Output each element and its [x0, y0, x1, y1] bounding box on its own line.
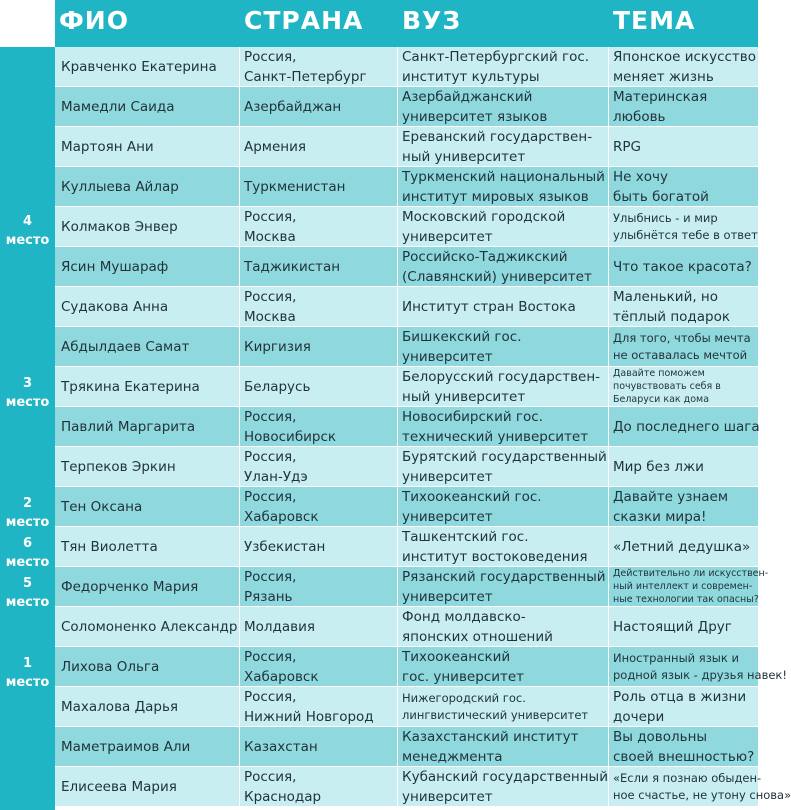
- column-divider: [239, 607, 240, 646]
- cell-name-text: Тен Оксана: [61, 498, 143, 515]
- header-university: ВУЗ: [402, 6, 462, 35]
- cell-topic-line: своей внешностью?: [613, 748, 755, 765]
- cell-country-line: Рязань: [244, 588, 293, 605]
- column-divider: [239, 207, 240, 246]
- place-number: 4: [22, 214, 33, 229]
- table-row: [55, 727, 758, 767]
- cell-name-text: Судакова Анна: [61, 298, 169, 315]
- table-row: [55, 287, 758, 327]
- cell-topic: [613, 47, 757, 86]
- table-row: [55, 447, 758, 487]
- cell-university: [402, 47, 607, 86]
- cell-topic-line: любовь: [613, 108, 666, 125]
- cell-country: [244, 287, 396, 326]
- cell-country-line: Азербайджан: [244, 98, 342, 115]
- cell-topic-line: улыбнётся тебе в ответ: [613, 227, 758, 242]
- cell-name: [61, 487, 239, 526]
- cell-topic-line: Маленький, но: [613, 288, 719, 305]
- cell-topic: [613, 87, 757, 126]
- cell-country: [244, 327, 396, 366]
- cell-country: [244, 487, 396, 526]
- column-divider: [397, 687, 398, 726]
- cell-university-line: университет языков: [402, 108, 548, 125]
- cell-country-line: Казахстан: [244, 738, 318, 755]
- cell-topic-line: RPG: [613, 138, 641, 155]
- column-divider: [239, 327, 240, 366]
- column-divider: [397, 487, 398, 526]
- cell-topic-line: Действительно ли искусствен-: [613, 568, 769, 579]
- cell-university: [402, 647, 607, 686]
- cell-university-line: институт востоковедения: [402, 548, 588, 565]
- cell-name: [61, 207, 239, 246]
- column-divider: [239, 287, 240, 326]
- cell-name: [61, 167, 239, 206]
- cell-topic: [613, 247, 757, 286]
- cell-topic-line: «Летний дедушка»: [613, 538, 751, 555]
- place-word: место: [5, 555, 50, 570]
- cell-name-text: Абдылдаев Самат: [61, 338, 190, 355]
- column-divider: [608, 87, 609, 126]
- cell-university-line: Белорусский государствен-: [402, 368, 601, 385]
- cell-name: [61, 567, 239, 606]
- cell-topic-line: не оставалась мечтой: [613, 347, 748, 362]
- cell-university-line: гос. университет: [402, 668, 525, 685]
- cell-country-line: Россия,: [244, 648, 297, 665]
- table-row: [55, 207, 758, 247]
- cell-name: [61, 87, 239, 126]
- cell-country-line: Россия,: [244, 688, 297, 705]
- cell-topic: [613, 167, 757, 206]
- cell-university: [402, 127, 607, 166]
- cell-university-line: Нижегородский гос.: [402, 690, 526, 705]
- cell-university-line: Казахстанский институт: [402, 728, 579, 745]
- cell-topic-line: почувствовать себя в: [613, 381, 721, 392]
- cell-university: [402, 167, 607, 206]
- table-row: [55, 767, 791, 807]
- cell-university-line: университет: [402, 348, 493, 365]
- column-divider: [239, 127, 240, 166]
- header-name: ФИО: [59, 6, 129, 35]
- column-divider: [239, 167, 240, 206]
- cell-country-line: Москва: [244, 308, 296, 325]
- cell-topic: [613, 367, 757, 406]
- cell-country: [244, 647, 396, 686]
- cell-country-line: Хабаровск: [244, 508, 319, 525]
- cell-name: [61, 527, 239, 566]
- cell-country-line: Армения: [244, 138, 307, 155]
- column-divider: [397, 607, 398, 646]
- cell-topic-line: сказки мира!: [613, 508, 707, 525]
- cell-name: [61, 607, 239, 646]
- cell-name: [61, 127, 239, 166]
- header-country: СТРАНА: [244, 6, 364, 35]
- cell-country-line: Нижний Новгород: [244, 708, 374, 725]
- cell-name-text: Кравченко Екатерина: [61, 58, 217, 75]
- cell-university: [402, 487, 607, 526]
- cell-name: [61, 447, 239, 486]
- cell-name: [61, 247, 239, 286]
- cell-topic-line: Мир без лжи: [613, 458, 704, 475]
- cell-topic-line: ные технологии так опасны?: [613, 594, 759, 605]
- table-row: [55, 687, 758, 727]
- place-word: место: [5, 395, 50, 410]
- cell-country-line: Таджикистан: [244, 258, 341, 275]
- cell-topic-line: Давайте узнаем: [613, 488, 729, 505]
- place-label-4: [0, 212, 55, 250]
- table-row: [55, 487, 758, 527]
- cell-country: [244, 687, 396, 726]
- cell-university-line: университет: [402, 588, 493, 605]
- cell-university: [402, 447, 607, 486]
- cell-university-line: Бишкекский гос.: [402, 328, 522, 345]
- cell-university: [402, 87, 607, 126]
- column-divider: [608, 727, 609, 766]
- cell-name-text: Мамедли Саида: [61, 98, 175, 115]
- place-column: [0, 47, 55, 810]
- cell-name-text: Мартоян Ани: [61, 138, 154, 155]
- cell-country: [244, 167, 396, 206]
- table-row: [55, 367, 758, 407]
- cell-country-line: Россия,: [244, 208, 297, 225]
- cell-name-text: Терпеков Эркин: [61, 458, 176, 475]
- table-row: [55, 247, 758, 287]
- cell-country-line: Хабаровск: [244, 668, 319, 685]
- cell-topic: [613, 687, 757, 726]
- cell-country-line: Россия,: [244, 288, 297, 305]
- cell-topic: [613, 287, 757, 326]
- table-row: [55, 127, 758, 167]
- cell-topic: [613, 767, 791, 806]
- cell-country-line: Беларусь: [244, 378, 311, 395]
- column-divider: [239, 447, 240, 486]
- table-row: [55, 407, 758, 447]
- cell-university-line: лингвистический университет: [402, 707, 589, 722]
- table-row: [55, 567, 769, 607]
- table-body: [55, 47, 791, 807]
- cell-university-line: университет: [402, 468, 493, 485]
- cell-name: [61, 287, 239, 326]
- place-label-6: [0, 534, 55, 572]
- place-word: место: [5, 595, 50, 610]
- column-divider: [397, 447, 398, 486]
- column-divider: [608, 447, 609, 486]
- column-divider: [608, 207, 609, 246]
- cell-topic: [613, 487, 757, 526]
- cell-name: [61, 47, 239, 86]
- table-header: [55, 0, 758, 47]
- cell-university-line: Ереванский государствен-: [402, 128, 593, 145]
- table-row: [55, 167, 758, 207]
- cell-country: [244, 767, 396, 806]
- cell-country: [244, 127, 396, 166]
- cell-university: [402, 527, 607, 566]
- cell-name: [61, 727, 239, 766]
- cell-university-line: Институт стран Востока: [402, 298, 576, 315]
- column-divider: [397, 727, 398, 766]
- cell-topic: [613, 127, 757, 166]
- cell-university: [402, 767, 607, 806]
- cell-country: [244, 607, 396, 646]
- place-label-3: [0, 374, 55, 412]
- cell-university-line: ный университет: [402, 148, 526, 165]
- column-divider: [397, 247, 398, 286]
- cell-country: [244, 87, 396, 126]
- cell-university-line: Кубанский государственный: [402, 768, 608, 785]
- cell-country: [244, 207, 396, 246]
- column-divider: [397, 167, 398, 206]
- column-divider: [608, 767, 609, 806]
- cell-name-text: Колмаков Энвер: [61, 218, 178, 235]
- cell-country: [244, 527, 396, 566]
- column-divider: [239, 567, 240, 606]
- cell-topic-line: Не хочу: [613, 168, 668, 185]
- cell-country: [244, 367, 396, 406]
- cell-country-line: Санкт-Петербург: [244, 68, 367, 85]
- cell-country-line: Киргизия: [244, 338, 311, 355]
- cell-name: [61, 687, 239, 726]
- column-divider: [397, 207, 398, 246]
- column-divider: [239, 47, 240, 86]
- cell-university-line: Российско-Таджикский: [402, 248, 568, 265]
- cell-topic-line: тёплый подарок: [613, 308, 731, 325]
- cell-topic-line: Роль отца в жизни: [613, 688, 747, 705]
- cell-university-line: Ташкентский гос.: [402, 528, 529, 545]
- cell-topic-line: Давайте поможем: [613, 368, 705, 379]
- column-divider: [608, 487, 609, 526]
- column-divider: [608, 47, 609, 86]
- cell-topic: [613, 207, 757, 246]
- cell-name-text: Павлий Маргарита: [61, 418, 196, 435]
- cell-topic-line: ное счастье, не утону снова»: [613, 787, 791, 802]
- cell-name: [61, 767, 239, 806]
- cell-university: [402, 327, 607, 366]
- cell-university: [402, 367, 607, 406]
- table-row: [55, 647, 787, 687]
- table-row: [55, 47, 758, 87]
- column-divider: [239, 247, 240, 286]
- cell-university-line: японских отношений: [402, 628, 553, 645]
- cell-topic-line: дочери: [613, 708, 665, 725]
- column-divider: [397, 327, 398, 366]
- column-divider: [239, 687, 240, 726]
- column-divider: [608, 367, 609, 406]
- cell-topic-line: Для того, чтобы мечта: [613, 330, 751, 345]
- cell-name-text: Соломоненко Александр: [61, 618, 238, 635]
- cell-country-line: Москва: [244, 228, 296, 245]
- column-divider: [397, 407, 398, 446]
- cell-country: [244, 447, 396, 486]
- cell-topic-line: Иностранный язык и: [613, 650, 739, 665]
- column-divider: [397, 367, 398, 406]
- cell-university-line: университет: [402, 788, 493, 805]
- cell-topic-line: Что такое красота?: [613, 258, 752, 275]
- cell-university-line: университет: [402, 508, 493, 525]
- column-divider: [397, 567, 398, 606]
- cell-university-line: менеджмента: [402, 748, 503, 765]
- cell-country-line: Туркменистан: [244, 178, 346, 195]
- cell-university: [402, 687, 607, 726]
- cell-country-line: Молдавия: [244, 618, 315, 635]
- cell-university-line: Санкт-Петербургский гос.: [402, 48, 590, 65]
- cell-university-line: Московский городской: [402, 208, 566, 225]
- cell-name-text: Трякина Екатерина: [61, 378, 200, 395]
- column-divider: [397, 127, 398, 166]
- column-divider: [239, 767, 240, 806]
- cell-topic: [613, 447, 757, 486]
- column-divider: [608, 527, 609, 566]
- cell-country: [244, 567, 396, 606]
- column-divider: [608, 687, 609, 726]
- column-divider: [608, 287, 609, 326]
- cell-university-line: институт мировых языков: [402, 188, 589, 205]
- cell-topic-line: Вы довольны: [613, 728, 708, 745]
- cell-university: [402, 247, 607, 286]
- table-row: [55, 607, 758, 647]
- place-label-5: [0, 574, 55, 612]
- cell-topic-line: Японское искусство: [613, 48, 756, 65]
- cell-university-line: Бурятский государственный: [402, 448, 607, 465]
- cell-university: [402, 287, 607, 326]
- cell-university-line: университет: [402, 228, 493, 245]
- cell-university-line: Туркменский национальный: [402, 168, 605, 185]
- cell-country: [244, 727, 396, 766]
- cell-topic-line: родной язык - друзья навек!: [613, 667, 787, 682]
- column-divider: [608, 567, 609, 606]
- cell-university-line: Фонд молдавско-: [402, 608, 526, 625]
- cell-university: [402, 607, 607, 646]
- header-topic: ТЕМА: [613, 6, 696, 35]
- cell-university-line: Новосибирский гос.: [402, 408, 543, 425]
- cell-topic: [613, 727, 757, 766]
- cell-name: [61, 407, 239, 446]
- cell-country-line: Краснодар: [244, 788, 322, 805]
- cell-name-text: Елисеева Мария: [61, 778, 177, 795]
- cell-university-line: технический университет: [402, 428, 589, 445]
- place-number: 2: [22, 496, 33, 511]
- column-divider: [397, 767, 398, 806]
- cell-university: [402, 567, 607, 606]
- cell-university: [402, 407, 607, 446]
- cell-topic: [613, 327, 757, 366]
- cell-topic-line: Настоящий Друг: [613, 618, 732, 635]
- place-number: 5: [22, 576, 33, 591]
- cell-country: [244, 407, 396, 446]
- cell-country-line: Россия,: [244, 448, 297, 465]
- column-divider: [397, 87, 398, 126]
- cell-university-line: Тихоокеанский гос.: [402, 488, 542, 505]
- column-divider: [608, 407, 609, 446]
- place-label-2: [0, 494, 55, 532]
- cell-university-line: (Славянский) университет: [402, 268, 592, 285]
- column-divider: [239, 727, 240, 766]
- cell-university: [402, 207, 607, 246]
- cell-name-text: Ясин Мушараф: [61, 258, 169, 275]
- cell-country-line: Россия,: [244, 48, 297, 65]
- column-divider: [608, 127, 609, 166]
- cell-topic-line: «Если я познаю обыден-: [613, 770, 762, 785]
- cell-name-text: Куллыева Айлар: [61, 178, 179, 195]
- column-divider: [397, 47, 398, 86]
- column-divider: [397, 527, 398, 566]
- cell-country-line: Новосибирск: [244, 428, 337, 445]
- cell-name: [61, 367, 239, 406]
- column-divider: [239, 87, 240, 126]
- cell-topic-line: ный интеллект и современ-: [613, 581, 753, 592]
- table-row: [55, 327, 758, 367]
- place-word: место: [5, 233, 50, 248]
- column-divider: [397, 647, 398, 686]
- cell-name-text: Маметраимов Али: [61, 738, 191, 755]
- cell-topic: [613, 647, 787, 686]
- column-divider: [239, 367, 240, 406]
- cell-university-line: ный университет: [402, 388, 526, 405]
- cell-university-line: Рязанский государственный: [402, 568, 606, 585]
- place-label-1: [0, 654, 55, 692]
- place-word: место: [5, 515, 50, 530]
- cell-country: [244, 247, 396, 286]
- cell-country-line: Россия,: [244, 568, 297, 585]
- cell-topic: [613, 407, 760, 446]
- place-number: 1: [22, 656, 33, 671]
- cell-topic-line: быть богатой: [613, 188, 709, 205]
- column-divider: [608, 647, 609, 686]
- column-divider: [608, 607, 609, 646]
- column-divider: [608, 327, 609, 366]
- cell-topic: [613, 527, 757, 566]
- cell-university: [402, 727, 607, 766]
- cell-name: [61, 647, 239, 686]
- place-number: 6: [22, 536, 33, 551]
- cell-name-text: Махалова Дарья: [61, 698, 179, 715]
- column-divider: [397, 287, 398, 326]
- cell-university-line: Тихоокеанский: [402, 648, 511, 665]
- cell-country-line: Россия,: [244, 488, 297, 505]
- cell-country-line: Россия,: [244, 408, 297, 425]
- column-divider: [239, 487, 240, 526]
- cell-topic-line: Улыбнись - и мир: [613, 210, 718, 225]
- cell-topic-line: До последнего шага: [613, 418, 760, 435]
- column-divider: [608, 247, 609, 286]
- cell-topic-line: меняет жизнь: [613, 68, 714, 85]
- cell-country: [244, 47, 396, 86]
- table-row: [55, 527, 758, 567]
- place-word: место: [5, 675, 50, 690]
- column-divider: [239, 407, 240, 446]
- column-divider: [239, 527, 240, 566]
- cell-country-line: Узбекистан: [244, 538, 326, 555]
- column-divider: [608, 167, 609, 206]
- column-divider: [239, 647, 240, 686]
- cell-name: [61, 327, 239, 366]
- cell-topic-line: Материнская: [613, 88, 708, 105]
- cell-name-text: Федорченко Мария: [61, 578, 199, 595]
- cell-university-line: институт культуры: [402, 68, 540, 85]
- cell-topic: [613, 567, 769, 606]
- table-row: [55, 87, 758, 127]
- cell-university-line: Азербайджанский: [402, 88, 533, 105]
- cell-country-line: Улан-Удэ: [244, 468, 308, 485]
- cell-name-text: Тян Виолетта: [61, 538, 158, 555]
- cell-topic: [613, 607, 757, 646]
- place-number: 3: [22, 376, 33, 391]
- cell-name-text: Лихова Ольга: [61, 658, 160, 675]
- cell-country-line: Россия,: [244, 768, 297, 785]
- cell-topic-line: Беларуси как дома: [613, 394, 710, 405]
